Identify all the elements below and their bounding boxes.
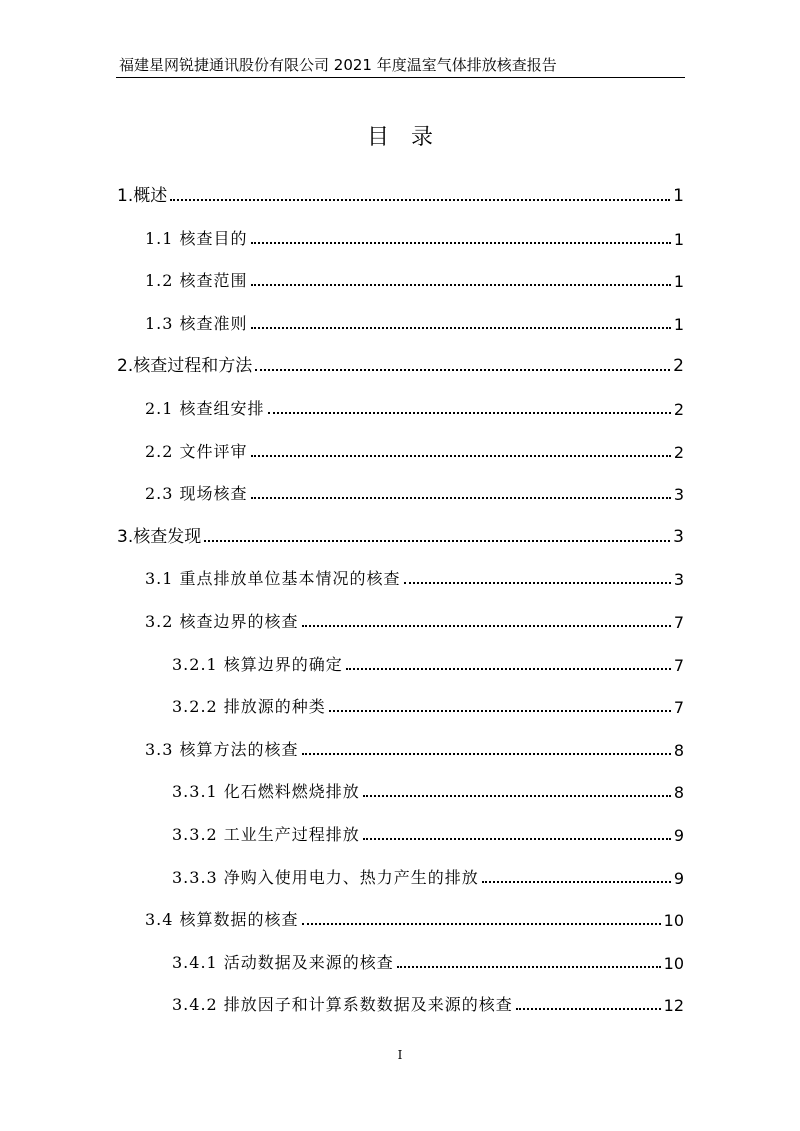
toc-dot-leader <box>363 795 671 797</box>
toc-entry-label: 2.3 现场核查 <box>145 484 248 503</box>
toc-entry-page: 1 <box>673 272 684 291</box>
toc-entry[interactable] <box>117 523 684 547</box>
toc-dot-leader <box>251 497 671 499</box>
toc-entry-label: 2.2 文件评审 <box>145 442 248 461</box>
toc-entry[interactable] <box>145 310 684 334</box>
toc-entry-page: 2 <box>673 356 684 376</box>
toc-entry-page: 7 <box>673 656 684 675</box>
toc-entry-page: 7 <box>673 698 684 717</box>
toc-entry-label: 3.3.2 工业生产过程排放 <box>172 825 360 844</box>
toc-entry[interactable] <box>172 651 684 675</box>
toc-entry-page: 7 <box>673 613 684 632</box>
toc-dot-leader <box>363 838 671 840</box>
toc-entry[interactable] <box>145 267 684 291</box>
toc-entry[interactable] <box>172 821 684 845</box>
toc-dot-leader <box>302 923 661 925</box>
header-rule <box>116 77 685 78</box>
toc-dot-leader <box>329 710 671 712</box>
toc-entry[interactable] <box>172 693 684 717</box>
toc-entry-label: 3.2.1 核算边界的确定 <box>172 655 343 674</box>
toc-entry-page: 3 <box>673 570 684 589</box>
toc-entry[interactable] <box>145 395 684 419</box>
toc-entry[interactable] <box>145 736 684 760</box>
toc-entry-page: 10 <box>663 954 684 973</box>
toc-entry[interactable] <box>145 565 684 589</box>
toc-dot-leader <box>170 199 670 201</box>
toc-entry-label: 3.4 核算数据的核查 <box>145 910 299 929</box>
toc-dot-leader <box>346 668 671 670</box>
toc-entry[interactable] <box>172 949 684 973</box>
toc-entry[interactable] <box>145 225 684 249</box>
toc-dot-leader <box>302 625 671 627</box>
toc-entry-label: 3.3.3 净购入使用电力、热力产生的排放 <box>172 868 479 887</box>
toc-dot-leader <box>251 327 671 329</box>
toc-dot-leader <box>251 284 671 286</box>
toc-entry-label: 3.2 核查边界的核查 <box>145 612 299 631</box>
toc-entry-label: 3.2.2 排放源的种类 <box>172 697 326 716</box>
toc-dot-leader <box>404 582 671 584</box>
toc-entry[interactable] <box>117 182 684 206</box>
toc-entry[interactable] <box>172 864 684 888</box>
toc-dot-leader <box>482 881 671 883</box>
toc-entry-page: 10 <box>663 911 684 930</box>
toc-entry-label: 1.1 核查目的 <box>145 229 248 248</box>
toc-entry[interactable] <box>145 480 684 504</box>
toc-dot-leader <box>397 966 661 968</box>
toc-dot-leader <box>302 753 671 755</box>
toc-entry-label: 1.2 核查范围 <box>145 271 248 290</box>
toc-entry-page: 1 <box>673 230 684 249</box>
toc-entry-label: 2.核查过程和方法 <box>117 356 253 376</box>
toc-entry-label: 2.1 核查组安排 <box>145 399 265 418</box>
toc-entry-page: 9 <box>673 869 684 888</box>
toc-dot-leader <box>255 369 670 371</box>
toc-entry-page: 3 <box>673 485 684 504</box>
toc-entry-label: 1.3 核查准则 <box>145 314 248 333</box>
toc-dot-leader <box>204 540 670 542</box>
toc-dot-leader <box>516 1008 661 1010</box>
toc-entry-page: 2 <box>673 443 684 462</box>
toc-entry-page: 8 <box>673 741 684 760</box>
toc-entry[interactable] <box>172 778 684 802</box>
toc-entry-page: 3 <box>673 527 684 547</box>
toc-entry-page: 8 <box>673 783 684 802</box>
toc-entry-label: 1.概述 <box>117 186 168 206</box>
toc-title: 目录 <box>366 125 455 150</box>
toc-entry[interactable] <box>145 438 684 462</box>
running-header: 福建星网锐捷通讯股份有限公司 2021 年度温室气体排放核查报告 <box>119 56 557 74</box>
toc-entry[interactable] <box>145 608 684 632</box>
toc-entry-page: 12 <box>663 996 684 1015</box>
toc-entry[interactable] <box>172 991 684 1015</box>
toc-dot-leader <box>251 455 671 457</box>
page-number: I <box>397 1048 403 1062</box>
toc-entry-label: 3.4.1 活动数据及来源的核查 <box>172 953 394 972</box>
toc-entry-page: 1 <box>673 315 684 334</box>
toc-entry-label: 3.核查发现 <box>117 527 202 547</box>
toc-entry-page: 2 <box>673 400 684 419</box>
toc-dot-leader <box>251 242 671 244</box>
toc-entry-label: 3.4.2 排放因子和计算系数数据及来源的核查 <box>172 995 513 1014</box>
toc-entry-page: 9 <box>673 826 684 845</box>
toc-dot-leader <box>268 412 671 414</box>
toc-entry-label: 3.3.1 化石燃料燃烧排放 <box>172 782 360 801</box>
toc-entry[interactable] <box>117 352 684 376</box>
toc-entry-label: 3.3 核算方法的核查 <box>145 740 299 759</box>
toc-entry-label: 3.1 重点排放单位基本情况的核查 <box>145 569 401 588</box>
toc-entry[interactable] <box>145 906 684 930</box>
toc-entry-page: 1 <box>673 186 684 206</box>
